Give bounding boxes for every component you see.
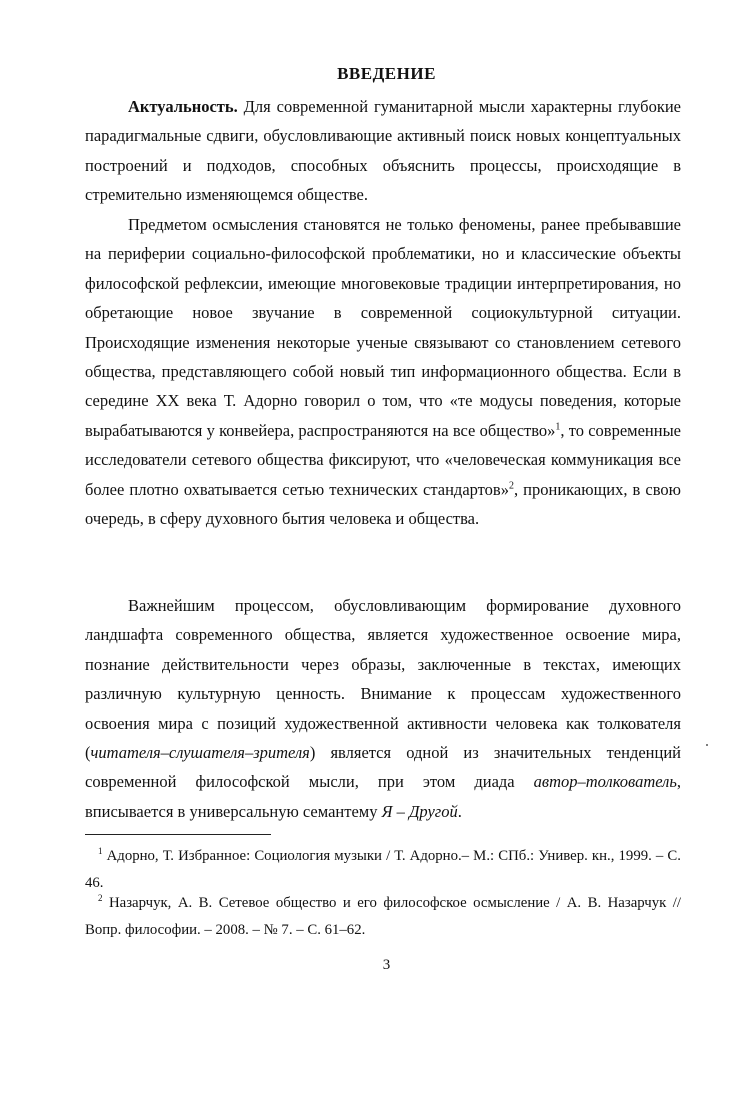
paragraph-text: Предметом осмысления становятся не только феномены, ранее пребывавшие на периферии социально-философской проблематики, но и классические объекты философской рефлексии, имеющие многовековые традиции интерпретирования, но обретающие новое звучание в современной социокультурной ситуации. Происходящие изменения некоторые ученые связывают со становлением сетевого общества, представляющего собой новый тип информационного общества. Если в середине XX века Т. Адорно говорил о том, что «те модусы поведения, которые вырабатываются у конвейера, распространяются на все общество» — [85, 215, 681, 440]
footnote-text: Адорно, Т. Избранное: Социология музыки / Т. Адорно.– М.: СПб.: Универ. кн., 1999. – С. 46. — [85, 848, 681, 891]
footnote-marker: 2 — [98, 893, 103, 904]
paragraph-text: , вписывается в универсальную семантему — [85, 772, 681, 821]
paragraph-text: , проникающих, в свою очередь, в сферу духовного бытия человека и общества. — [85, 479, 681, 529]
paragraph-subject — [85, 210, 681, 533]
italic-term: Я – Другой — [381, 801, 458, 821]
paragraph-relevance — [85, 92, 681, 210]
scan-speck — [706, 744, 708, 746]
footnote-1 — [85, 843, 681, 896]
italic-term: автор–толкователь — [533, 772, 677, 792]
italic-term: читателя–слушателя–зрителя — [90, 743, 310, 763]
footnote-ref-1[interactable]: 1 — [555, 421, 561, 433]
footnote-marker: 1 — [98, 846, 103, 857]
paragraph-lead: Актуальность. — [128, 97, 238, 116]
paragraph-text: Для современной гуманитарной мысли характерны глубокие парадигмальные сдвиги, обусловливающие активный поиск новых концептуальных построений и подходов, способных объяснить процессы, происходящие в стремительно изменяющемся обществе. — [85, 97, 681, 205]
paragraph-process — [85, 591, 681, 826]
paragraph-text: , то современные исследователи сетевого общества фиксируют, что «человеческая коммуникация все более плотно охватывается сетью технических стандартов» — [85, 420, 681, 499]
footnote-separator — [85, 834, 271, 835]
footnote-text: Назарчук, А. В. Сетевое общество и его философское осмысление / А. В. Назарчук // Вопр. философии. – 2008. – № 7. – С. 61–62. — [85, 895, 681, 938]
paragraph-text: Важнейшим процессом, обусловливающим формирование духовного ландшафта современного общества, является художественное освоение мира, познание действительности через образы, заключенные в текстах, имеющих различную культурную ценность. Внимание к процессам художественного освоения мира с позиций художественной активности человека как толкователя ( — [85, 596, 681, 763]
footnote-2 — [85, 890, 681, 943]
page-number: 3 — [382, 957, 391, 973]
section-heading: ВВЕДЕНИЕ — [337, 64, 436, 83]
footnote-ref-2[interactable]: 2 — [508, 480, 514, 492]
paragraph-text: . — [457, 801, 462, 821]
paragraph-text: ) является одной из значительных тенденций современной философской мысли, при этом диада — [85, 743, 681, 792]
